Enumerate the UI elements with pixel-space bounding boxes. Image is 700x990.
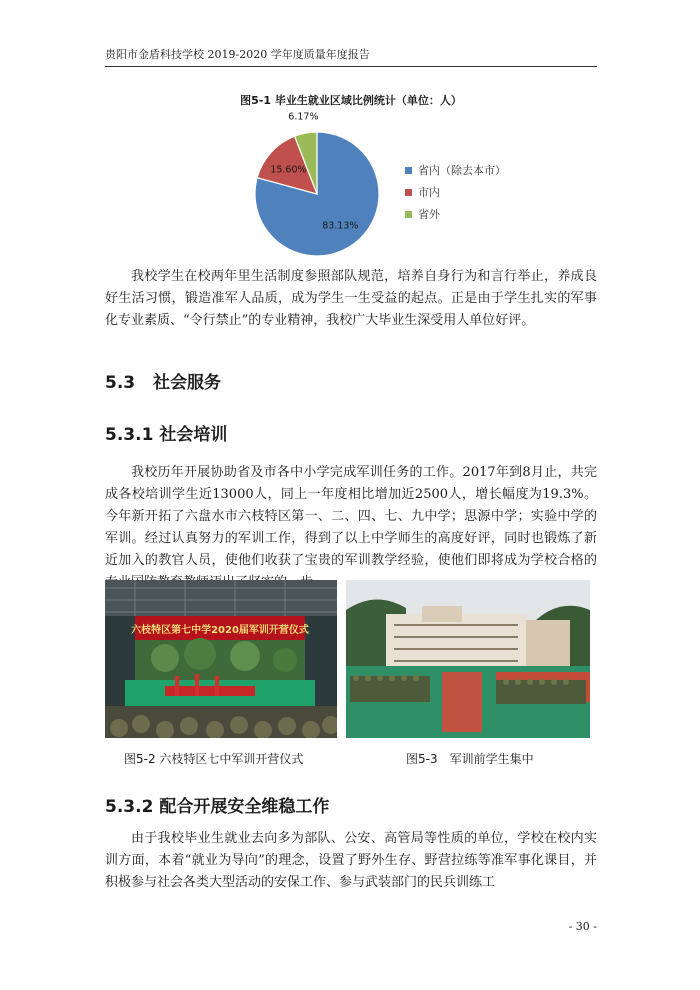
page-number: - 30 - <box>568 920 597 933</box>
paragraph-graduates: 我校学生在校两年里生活制度参照部队规范，培养自身行为和言行举止，养成良好生活习惯，锻造准军人品质，成为学生一生受益的起点。正是由于学生扎实的军事化专业素质、“令行禁止”的专业精神，我校广大毕业生深受用人单位好评。 <box>105 269 597 328</box>
photo-caption-opening: 图5-2 六枝特区七中军训开营仪式 <box>124 752 304 766</box>
section-number: 5.3 <box>105 373 136 393</box>
section-heading-5-3-2: 5.3.2 配合开展安全维稳工作 <box>105 797 330 817</box>
pie-chart <box>230 112 550 262</box>
photo-caption-gathering: 图5-3 军训前学生集中 <box>406 752 534 766</box>
section-title: 社会服务 <box>153 373 221 393</box>
section-heading-5-3-1: 5.3.1 社会培训 <box>105 425 228 445</box>
pie-data-label-3: 6.17% <box>288 112 319 123</box>
page-header: 贵阳市金盾科技学校 2019-2020 学年度质量年度报告 <box>105 48 370 61</box>
paragraph-security-work: 由于我校毕业生就业去向多为部队、公安、高管局等性质的单位，学校在校内实训方面，本着“就业为导向”的理念，设置了野外生存、野营拉练等准军事化课目，并积极参与社会各类大型活动的安保工作、参与武装部门的民兵训练工 <box>105 831 597 890</box>
legend-label-3: 省外 <box>418 208 440 221</box>
ceremony-banner-text: 六枝特区第七中学2020届军训开营仪式 <box>131 625 309 636</box>
pie-data-label-1: 83.13% <box>322 220 359 232</box>
legend-label-2: 市内 <box>418 186 440 199</box>
figure-caption-pie: 图5-1 毕业生就业区域比例统计（单位：人） <box>240 94 462 107</box>
photo-students-gathering <box>346 580 590 738</box>
photo-opening-ceremony <box>105 580 337 738</box>
legend-swatch-3 <box>405 211 412 218</box>
pie-data-label-2: 15.60% <box>270 164 307 176</box>
paragraph-training: 我校历年开展协助省及市各中小学完成军训任务的工作。2017年到8月止，共完成各校培训学生近13000人，同上一年度相比增加近2500人，增长幅度为19.3%。今年新开拓了六盘水市六枝特区第一、二、四、七、九中学；思源中学；实验中学的军训。经过认真努力的军训工作，得到了以上中学师生的高度好评，同时也锻炼了新近加入的教官人员，使他们收获了宝贵的军训教学经验，使他们即将成为学校合格的 <box>105 465 597 568</box>
legend-swatch-1 <box>405 167 412 174</box>
section-heading-5-3 <box>105 368 221 393</box>
legend-swatch-2 <box>405 189 412 196</box>
header-divider <box>105 66 597 67</box>
students-gathering-image <box>346 580 590 738</box>
opening-ceremony-image <box>105 580 337 738</box>
legend-label-1: 省内（除去本市） <box>418 164 506 177</box>
